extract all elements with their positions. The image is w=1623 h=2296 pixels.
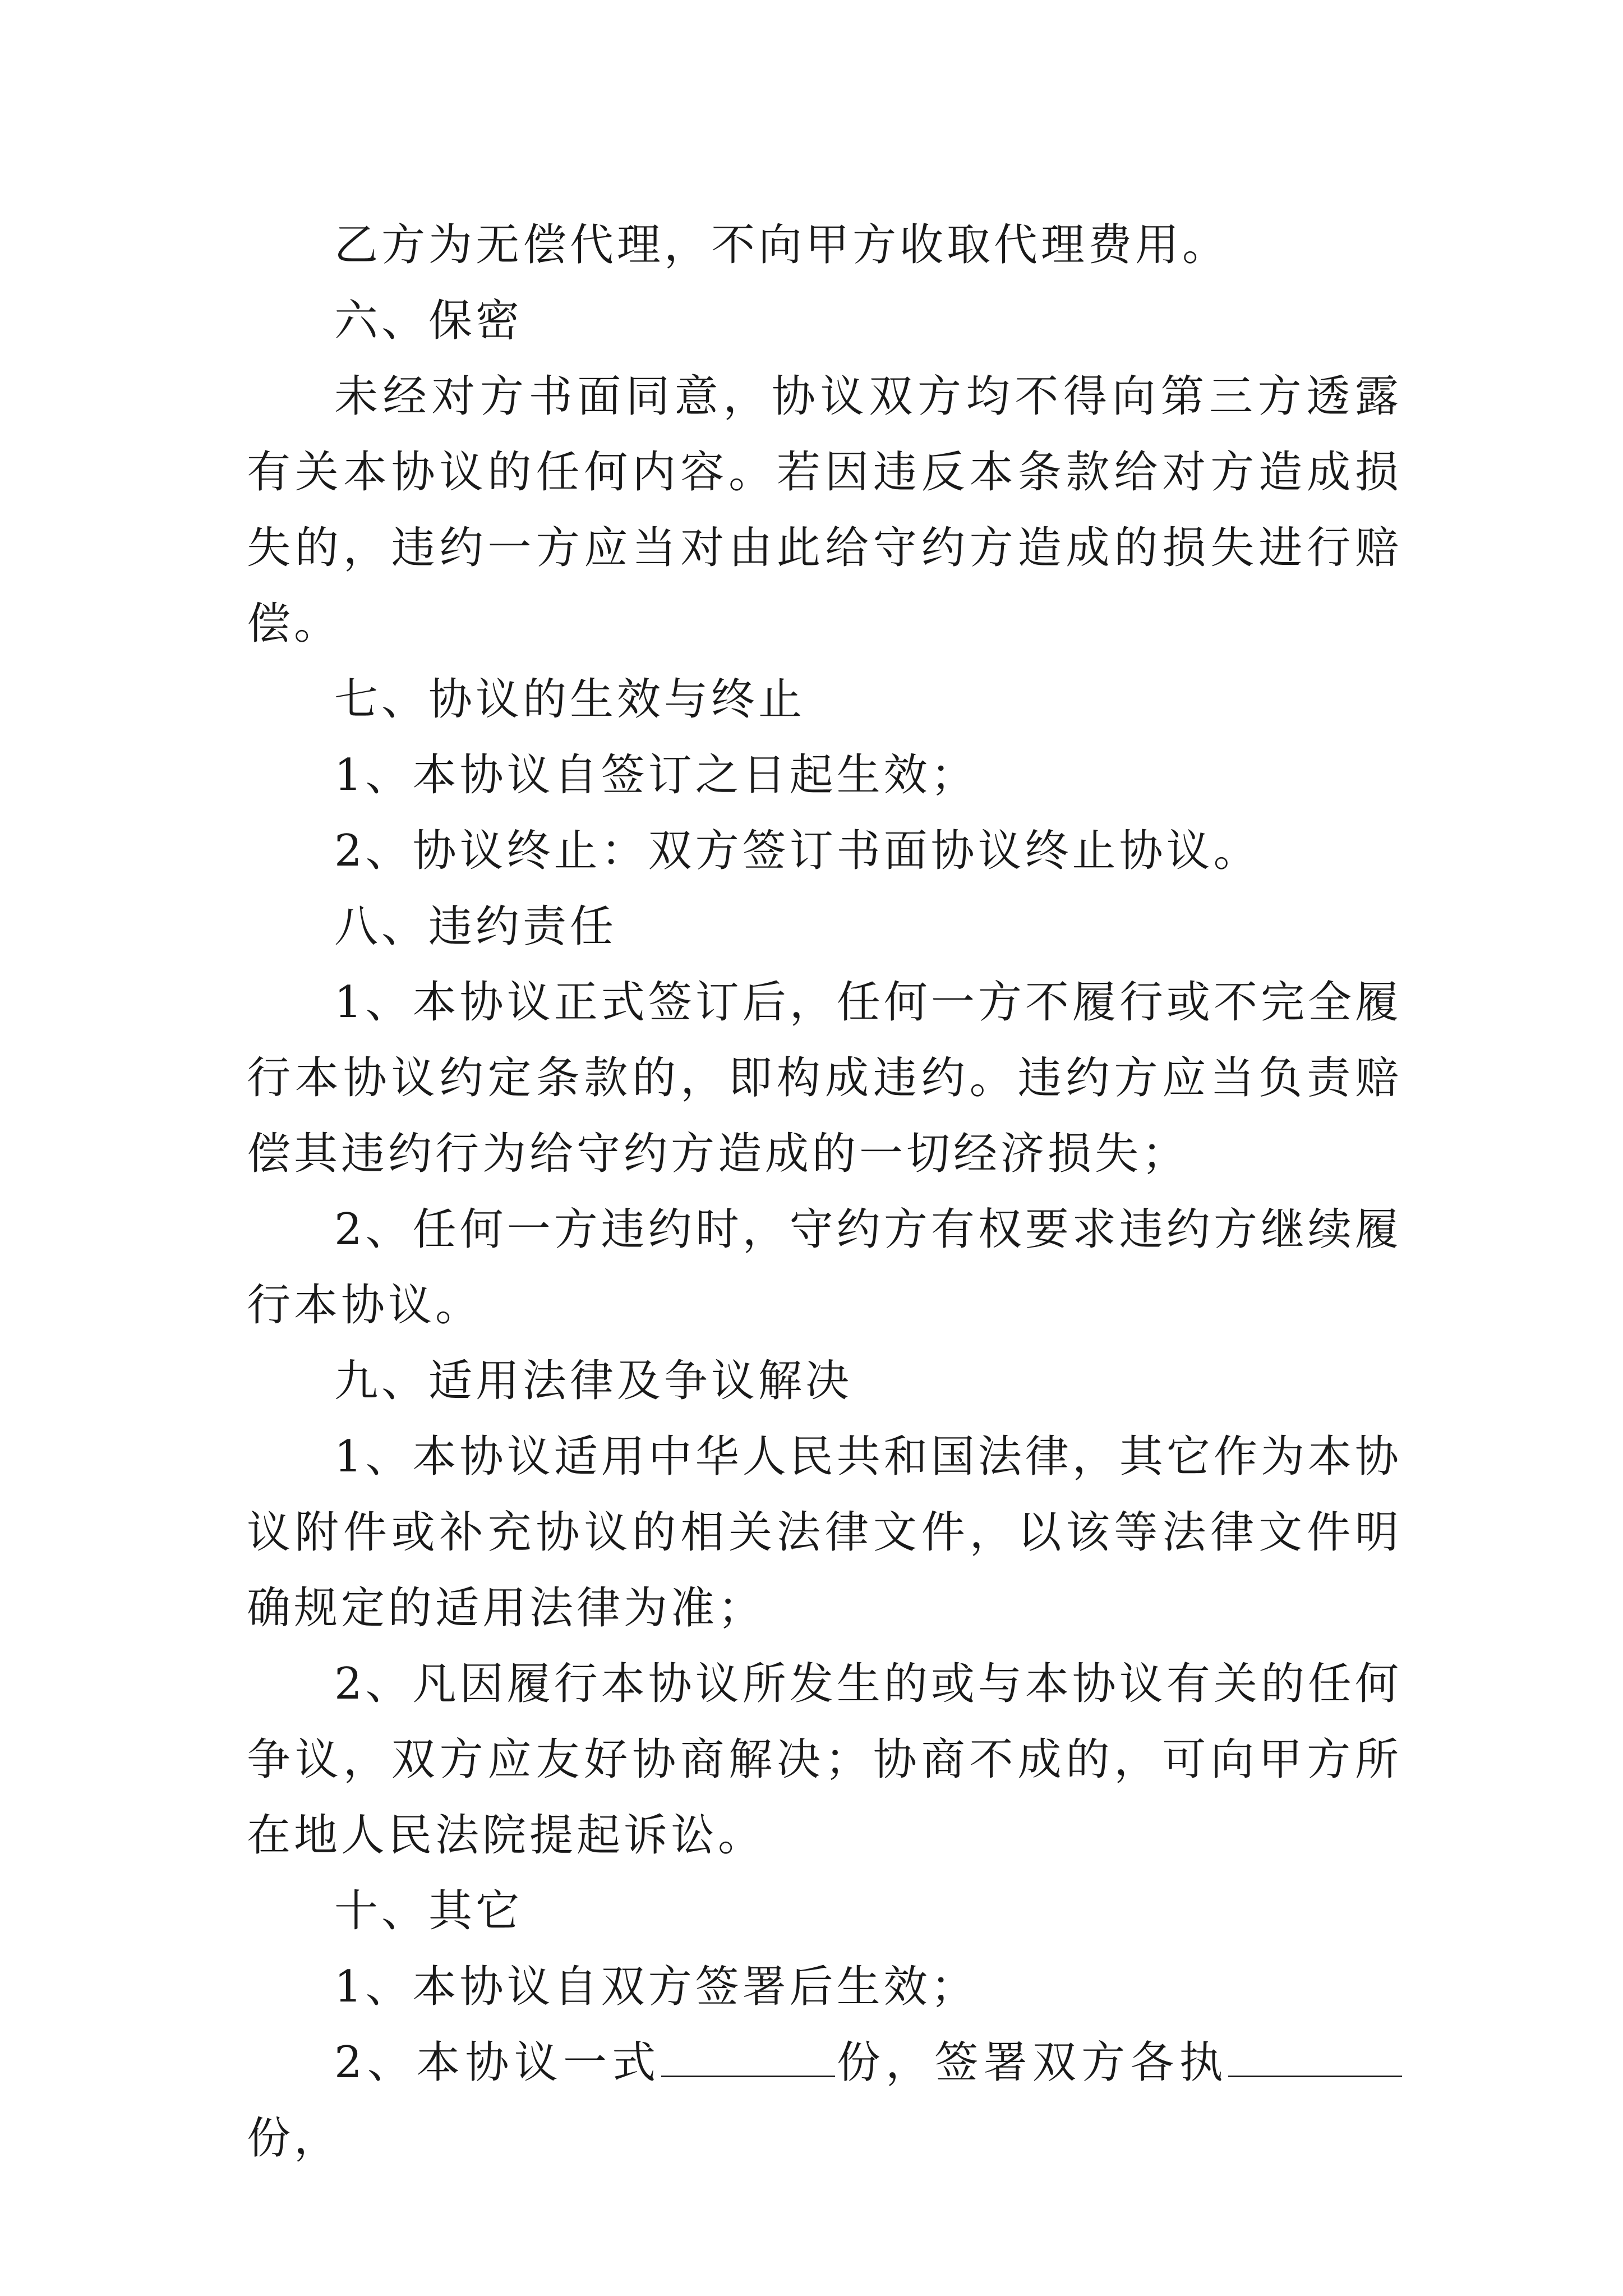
copies-text-2: 份，签署双方各执 [834, 2037, 1228, 2088]
clause-effective-date: 1、本协议自签订之日起生效； [334, 750, 978, 800]
clause-breach-continue: 2、任何一方违约时，守约方有权要求违约方继续履行本协议。 [247, 1204, 1402, 1331]
heading-breach-liability: 八、违约责任 [334, 901, 617, 952]
heading-other: 十、其它 [334, 1886, 523, 1936]
clause-applicable-law: 1、本协议适用中华人民共和国法律，其它作为本协议附件或补充协议的相关法律文件，以该等法律文件明确规定的适用法律为准； [247, 1432, 1402, 1634]
heading-law-disputes: 九、适用法律及争议解决 [334, 1356, 853, 1406]
copies-each-blank [1228, 2039, 1402, 2077]
document-body [247, 208, 1402, 2177]
clause-signing-effect: 1、本协议自双方签署后生效； [334, 1962, 978, 2012]
clause-copies [247, 2025, 1402, 2177]
heading-effect-termination: 七、协议的生效与终止 [334, 674, 806, 725]
copies-total-blank [661, 2039, 835, 2077]
copies-text-1: 2、本协议一式 [334, 2037, 661, 2088]
clause-termination: 2、协议终止：双方签订书面协议终止协议。 [334, 826, 1261, 876]
heading-confidentiality: 六、保密 [334, 296, 523, 346]
copies-text-3: 份， [247, 2113, 342, 2164]
clause-breach-compensation: 1、本协议正式签订后，任何一方不履行或不完全履行本协议约定条款的，即构成违约。违约方应当负责赔偿其违约行为给守约方造成的一切经济损失； [247, 977, 1402, 1179]
paragraph-confidentiality: 未经对方书面同意，协议双方均不得向第三方透露有关本协议的任何内容。若因违反本条款给对方造成损失的，违约一方应当对由此给守约方造成的损失进行赔偿。 [247, 371, 1402, 649]
paragraph-unpaid-agency: 乙方为无偿代理，不向甲方收取代理费用。 [334, 220, 1230, 270]
clause-dispute-resolution: 2、凡因履行本协议所发生的或与本协议有关的任何争议，双方应友好协商解决；协商不成的，可向甲方所在地人民法院提起诉讼。 [247, 1659, 1402, 1861]
